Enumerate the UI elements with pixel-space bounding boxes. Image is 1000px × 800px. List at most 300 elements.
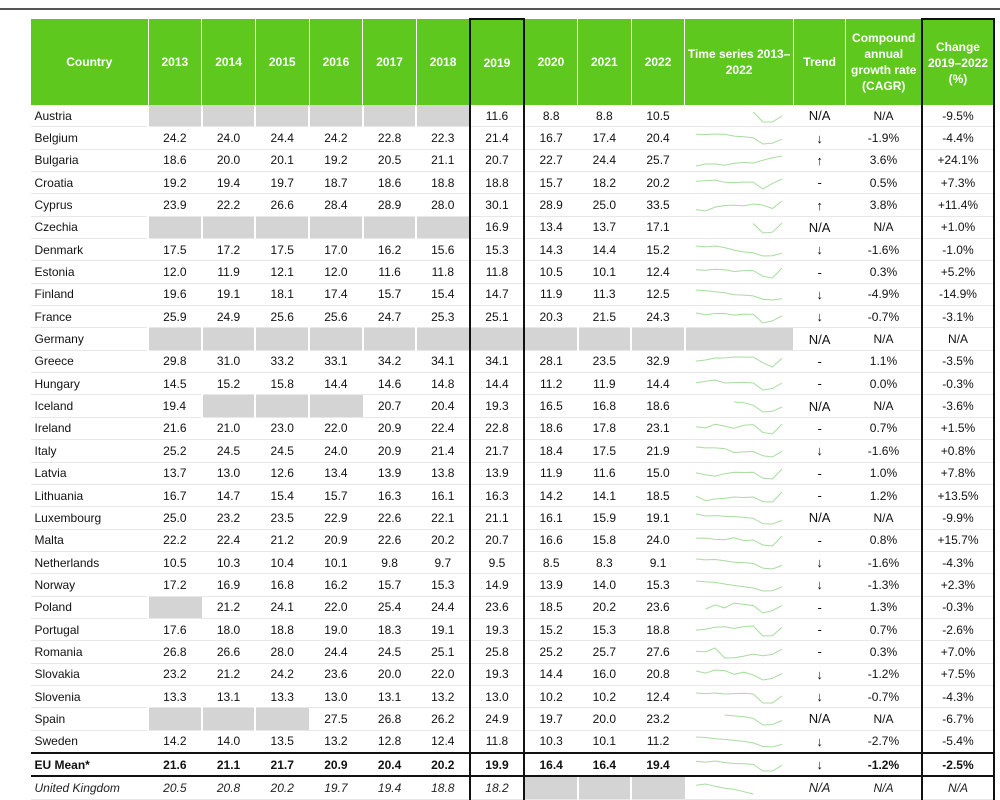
value-cell-2018 xyxy=(416,216,470,238)
country-cell: Iceland xyxy=(31,395,149,417)
country-cell: Finland xyxy=(31,283,149,305)
sparkline xyxy=(694,757,784,773)
table-row xyxy=(31,507,995,529)
header-year-2022: 2022 xyxy=(631,19,685,105)
table-row xyxy=(31,730,995,753)
value-cell-2018: 22.3 xyxy=(416,127,470,149)
time-series-cell xyxy=(685,328,793,350)
time-series-cell xyxy=(685,618,793,640)
table-row xyxy=(31,172,995,194)
value-cell-2016 xyxy=(309,395,363,417)
value-cell-2021: 11.6 xyxy=(578,462,632,484)
trend-cell: - xyxy=(793,261,846,283)
value-cell-2019: 34.1 xyxy=(470,350,524,372)
sparkline xyxy=(694,780,784,796)
value-cell-2021: 21.5 xyxy=(578,306,632,328)
value-cell-2014: 21.0 xyxy=(202,417,256,439)
value-cell-2022 xyxy=(631,776,685,799)
sparkline-path xyxy=(753,112,782,122)
country-cell: Ireland xyxy=(31,417,149,439)
trend-cell: - xyxy=(793,417,846,439)
value-cell-2014: 15.2 xyxy=(202,373,256,395)
table-row xyxy=(31,685,995,707)
table-row xyxy=(31,462,995,484)
time-series-cell xyxy=(685,776,793,799)
table-row xyxy=(31,350,995,372)
value-cell-2019 xyxy=(470,328,524,350)
trend-cell: ↓ xyxy=(793,574,846,596)
value-cell-2016: 23.6 xyxy=(309,663,363,685)
header-row xyxy=(31,19,995,105)
table-row xyxy=(31,395,995,417)
header-time-series: Time series 2013–2022 xyxy=(685,19,793,105)
value-cell-2018: 13.2 xyxy=(416,685,470,707)
country-cell: Poland xyxy=(31,596,149,618)
value-cell-2014: 16.9 xyxy=(202,574,256,596)
cagr-cell: 3.8% xyxy=(846,194,922,216)
value-cell-2019: 16.9 xyxy=(470,216,524,238)
value-cell-2022: 14.4 xyxy=(631,373,685,395)
trend-cell: - xyxy=(793,462,846,484)
value-cell-2013: 10.5 xyxy=(148,551,202,573)
value-cell-2019: 30.1 xyxy=(470,194,524,216)
change-cell: +7.5% xyxy=(922,663,994,685)
value-cell-2014: 21.2 xyxy=(202,663,256,685)
header-year-2019: 2019 xyxy=(470,19,524,105)
value-cell-2013 xyxy=(148,216,202,238)
value-cell-2021: 17.8 xyxy=(578,417,632,439)
value-cell-2013: 20.5 xyxy=(148,776,202,799)
trend-cell: ↓ xyxy=(793,663,846,685)
trend-cell: ↓ xyxy=(793,306,846,328)
trend-cell: ↓ xyxy=(793,440,846,462)
value-cell-2019: 13.0 xyxy=(470,685,524,707)
value-cell-2022: 12.4 xyxy=(631,261,685,283)
country-cell: Norway xyxy=(31,574,149,596)
value-cell-2015: 15.8 xyxy=(255,373,309,395)
value-cell-2018: 28.0 xyxy=(416,194,470,216)
time-series-cell xyxy=(685,127,793,149)
trend-cell: ↓ xyxy=(793,283,846,305)
value-cell-2015: 33.2 xyxy=(255,350,309,372)
time-series-cell xyxy=(685,596,793,618)
trend-cell: - xyxy=(793,172,846,194)
country-cell: Luxembourg xyxy=(31,507,149,529)
time-series-cell xyxy=(685,261,793,283)
value-cell-2016: 15.7 xyxy=(309,484,363,506)
time-series-cell xyxy=(685,395,793,417)
value-cell-2018: 20.2 xyxy=(416,753,470,776)
value-cell-2015: 10.4 xyxy=(255,551,309,573)
change-cell: -1.0% xyxy=(922,239,994,261)
value-cell-2020 xyxy=(524,328,578,350)
value-cell-2017: 22.6 xyxy=(363,507,417,529)
value-cell-2017: 13.1 xyxy=(363,685,417,707)
trend-cell: N/A xyxy=(793,507,846,529)
value-cell-2020: 28.9 xyxy=(524,194,578,216)
value-cell-2017 xyxy=(363,328,417,350)
value-cell-2013: 25.0 xyxy=(148,507,202,529)
value-cell-2014: 21.1 xyxy=(202,753,256,776)
value-cell-2017: 16.3 xyxy=(363,484,417,506)
value-cell-2013: 25.9 xyxy=(148,306,202,328)
value-cell-2016: 33.1 xyxy=(309,350,363,372)
value-cell-2022: 24.0 xyxy=(631,529,685,551)
value-cell-2014: 22.4 xyxy=(202,529,256,551)
cagr-cell: -2.7% xyxy=(846,730,922,753)
value-cell-2016: 12.0 xyxy=(309,261,363,283)
value-cell-2016: 17.0 xyxy=(309,239,363,261)
table-row xyxy=(31,306,995,328)
cut-header-strip xyxy=(0,0,1000,18)
sparkline-path xyxy=(696,581,782,591)
value-cell-2017: 20.9 xyxy=(363,417,417,439)
country-cell: Bulgaria xyxy=(31,149,149,171)
cagr-cell: -4.9% xyxy=(846,283,922,305)
value-cell-2021: 14.1 xyxy=(578,484,632,506)
country-cell: Romania xyxy=(31,641,149,663)
sparkline-path xyxy=(753,223,782,233)
value-cell-2019: 19.3 xyxy=(470,395,524,417)
value-cell-2021: 15.9 xyxy=(578,507,632,529)
sparkline xyxy=(694,510,784,526)
change-cell: +1.0% xyxy=(922,216,994,238)
value-cell-2021: 10.1 xyxy=(578,730,632,753)
value-cell-2019: 11.8 xyxy=(470,730,524,753)
value-cell-2015: 23.0 xyxy=(255,417,309,439)
cagr-cell: -0.7% xyxy=(846,306,922,328)
value-cell-2020: 14.4 xyxy=(524,663,578,685)
value-cell-2015: 24.2 xyxy=(255,663,309,685)
value-cell-2015: 21.2 xyxy=(255,529,309,551)
value-cell-2014: 24.5 xyxy=(202,440,256,462)
value-cell-2020 xyxy=(524,776,578,799)
change-cell: -3.6% xyxy=(922,395,994,417)
value-cell-2017: 20.0 xyxy=(363,663,417,685)
value-cell-2020: 20.3 xyxy=(524,306,578,328)
sparkline xyxy=(694,242,784,258)
value-cell-2020: 16.6 xyxy=(524,529,578,551)
time-series-cell xyxy=(685,529,793,551)
change-cell: -5.4% xyxy=(922,730,994,753)
cagr-cell: 3.6% xyxy=(846,149,922,171)
value-cell-2020: 10.5 xyxy=(524,261,578,283)
value-cell-2016: 13.0 xyxy=(309,685,363,707)
header-trend: Trend xyxy=(793,19,846,105)
value-cell-2017 xyxy=(363,216,417,238)
country-cell: Malta xyxy=(31,529,149,551)
value-cell-2018: 25.1 xyxy=(416,641,470,663)
trend-cell: - xyxy=(793,484,846,506)
value-cell-2016: 19.7 xyxy=(309,776,363,799)
value-cell-2017: 18.6 xyxy=(363,172,417,194)
sparkline-path xyxy=(696,246,782,256)
value-cell-2013 xyxy=(148,596,202,618)
value-cell-2022: 12.4 xyxy=(631,685,685,707)
value-cell-2022: 25.7 xyxy=(631,149,685,171)
sparkline-path xyxy=(696,737,782,747)
value-cell-2017: 20.4 xyxy=(363,753,417,776)
sparkline xyxy=(694,465,784,481)
value-cell-2016: 24.0 xyxy=(309,440,363,462)
value-cell-2021: 24.4 xyxy=(578,149,632,171)
value-cell-2018 xyxy=(416,328,470,350)
change-cell: +5.2% xyxy=(922,261,994,283)
value-cell-2013: 19.4 xyxy=(148,395,202,417)
value-cell-2021: 10.2 xyxy=(578,685,632,707)
country-cell: United Kingdom xyxy=(31,776,149,799)
value-cell-2020: 13.4 xyxy=(524,216,578,238)
value-cell-2017: 24.7 xyxy=(363,306,417,328)
change-cell: +7.8% xyxy=(922,462,994,484)
table-row xyxy=(31,417,995,439)
table-row xyxy=(31,216,995,238)
value-cell-2022: 21.9 xyxy=(631,440,685,462)
value-cell-2022: 15.3 xyxy=(631,574,685,596)
trend-cell: N/A xyxy=(793,216,846,238)
value-cell-2020: 8.5 xyxy=(524,551,578,573)
time-series-cell xyxy=(685,440,793,462)
sparkline xyxy=(694,309,784,325)
change-cell: +15.7% xyxy=(922,529,994,551)
time-series-cell xyxy=(685,239,793,261)
cagr-cell: -1.6% xyxy=(846,551,922,573)
time-series-cell xyxy=(685,708,793,730)
trend-cell: - xyxy=(793,641,846,663)
time-series-cell xyxy=(685,350,793,372)
value-cell-2021: 14.4 xyxy=(578,239,632,261)
cagr-cell: N/A xyxy=(846,507,922,529)
value-cell-2022: 19.1 xyxy=(631,507,685,529)
sparkline xyxy=(694,353,784,369)
trend-cell: ↓ xyxy=(793,551,846,573)
change-cell: -9.9% xyxy=(922,507,994,529)
value-cell-2017: 20.5 xyxy=(363,149,417,171)
value-cell-2017: 22.6 xyxy=(363,529,417,551)
value-cell-2022: 23.1 xyxy=(631,417,685,439)
sparkline-path xyxy=(696,492,782,502)
time-series-cell xyxy=(685,484,793,506)
value-cell-2018: 20.2 xyxy=(416,529,470,551)
header-year-2014: 2014 xyxy=(202,19,256,105)
value-cell-2014: 26.6 xyxy=(202,641,256,663)
sparkline xyxy=(694,443,784,459)
value-cell-2018: 18.8 xyxy=(416,172,470,194)
country-cell: Cyprus xyxy=(31,194,149,216)
table-row xyxy=(31,283,995,305)
value-cell-2019: 21.7 xyxy=(470,440,524,462)
trend-cell: - xyxy=(793,529,846,551)
value-cell-2015 xyxy=(255,328,309,350)
time-series-cell xyxy=(685,306,793,328)
cagr-cell: 0.7% xyxy=(846,618,922,640)
value-cell-2013 xyxy=(148,105,202,127)
sparkline xyxy=(694,197,784,213)
value-cell-2018: 26.2 xyxy=(416,708,470,730)
value-cell-2016: 10.1 xyxy=(309,551,363,573)
value-cell-2016: 18.7 xyxy=(309,172,363,194)
table-row xyxy=(31,127,995,149)
sparkline xyxy=(694,219,784,235)
header-year-2016: 2016 xyxy=(309,19,363,105)
country-cell: Netherlands xyxy=(31,551,149,573)
change-cell: -3.5% xyxy=(922,350,994,372)
change-cell: -4.3% xyxy=(922,685,994,707)
value-cell-2019: 18.2 xyxy=(470,776,524,799)
table-row xyxy=(31,708,995,730)
value-cell-2019: 20.7 xyxy=(470,529,524,551)
value-cell-2013: 18.6 xyxy=(148,149,202,171)
country-cell: Hungary xyxy=(31,373,149,395)
value-cell-2014: 18.0 xyxy=(202,618,256,640)
sparkline-path xyxy=(696,648,782,658)
value-cell-2017: 14.6 xyxy=(363,373,417,395)
value-cell-2013: 17.2 xyxy=(148,574,202,596)
change-cell: +1.5% xyxy=(922,417,994,439)
value-cell-2019: 16.3 xyxy=(470,484,524,506)
value-cell-2014: 19.1 xyxy=(202,283,256,305)
value-cell-2015: 20.2 xyxy=(255,776,309,799)
value-cell-2021: 20.0 xyxy=(578,708,632,730)
value-cell-2019: 9.5 xyxy=(470,551,524,573)
value-cell-2021: 15.3 xyxy=(578,618,632,640)
value-cell-2019: 19.3 xyxy=(470,618,524,640)
change-cell: N/A xyxy=(922,776,994,799)
cagr-cell: 1.2% xyxy=(846,484,922,506)
time-series-cell xyxy=(685,172,793,194)
cagr-cell: N/A xyxy=(846,776,922,799)
header-cagr: Compound annual growth rate (CAGR) xyxy=(846,19,922,105)
change-cell: -3.1% xyxy=(922,306,994,328)
value-cell-2022: 18.8 xyxy=(631,618,685,640)
value-cell-2015 xyxy=(255,105,309,127)
value-cell-2018: 24.4 xyxy=(416,596,470,618)
value-cell-2016 xyxy=(309,216,363,238)
value-cell-2021: 20.2 xyxy=(578,596,632,618)
value-cell-2017: 20.7 xyxy=(363,395,417,417)
value-cell-2017: 25.4 xyxy=(363,596,417,618)
value-cell-2017 xyxy=(363,105,417,127)
value-cell-2020: 18.4 xyxy=(524,440,578,462)
sparkline-path xyxy=(696,626,782,636)
value-cell-2022: 12.5 xyxy=(631,283,685,305)
value-cell-2016: 14.4 xyxy=(309,373,363,395)
value-cell-2013: 22.2 xyxy=(148,529,202,551)
value-cell-2021 xyxy=(578,328,632,350)
table-row xyxy=(31,574,995,596)
value-cell-2013: 14.2 xyxy=(148,730,202,753)
value-cell-2019: 19.3 xyxy=(470,663,524,685)
sparkline-path xyxy=(696,268,782,278)
time-series-cell xyxy=(685,507,793,529)
header-year-2021: 2021 xyxy=(578,19,632,105)
sparkline xyxy=(694,130,784,146)
value-cell-2019: 25.8 xyxy=(470,641,524,663)
value-cell-2016: 20.9 xyxy=(309,529,363,551)
sparkline xyxy=(694,689,784,705)
value-cell-2013: 13.3 xyxy=(148,685,202,707)
time-series-cell xyxy=(685,216,793,238)
sparkline-path xyxy=(696,313,782,323)
value-cell-2014: 13.1 xyxy=(202,685,256,707)
table-row xyxy=(31,328,995,350)
value-cell-2019: 23.6 xyxy=(470,596,524,618)
value-cell-2022: 18.6 xyxy=(631,395,685,417)
table-row xyxy=(31,663,995,685)
value-cell-2022: 18.5 xyxy=(631,484,685,506)
value-cell-2013: 29.8 xyxy=(148,350,202,372)
value-cell-2021: 23.5 xyxy=(578,350,632,372)
value-cell-2013: 17.6 xyxy=(148,618,202,640)
value-cell-2021: 25.0 xyxy=(578,194,632,216)
value-cell-2021: 16.4 xyxy=(578,753,632,776)
value-cell-2022: 20.2 xyxy=(631,172,685,194)
table-row xyxy=(31,484,995,506)
table-row xyxy=(31,261,995,283)
value-cell-2014: 21.2 xyxy=(202,596,256,618)
country-cell: Lithuania xyxy=(31,484,149,506)
change-cell: -14.9% xyxy=(922,283,994,305)
trend-cell: ↓ xyxy=(793,753,846,776)
value-cell-2015: 12.6 xyxy=(255,462,309,484)
value-cell-2014: 24.9 xyxy=(202,306,256,328)
country-cell: Greece xyxy=(31,350,149,372)
trend-cell: - xyxy=(793,350,846,372)
value-cell-2018: 11.8 xyxy=(416,261,470,283)
value-cell-2020: 10.2 xyxy=(524,685,578,707)
cagr-cell: N/A xyxy=(846,216,922,238)
country-cell: Denmark xyxy=(31,239,149,261)
value-cell-2018: 22.1 xyxy=(416,507,470,529)
sparkline xyxy=(694,264,784,280)
value-cell-2014 xyxy=(202,395,256,417)
value-cell-2022: 20.4 xyxy=(631,127,685,149)
country-cell: Austria xyxy=(31,105,149,127)
sparkline-path xyxy=(696,179,782,189)
sparkline-path xyxy=(696,201,782,211)
value-cell-2015: 28.0 xyxy=(255,641,309,663)
cagr-cell: 0.3% xyxy=(846,261,922,283)
value-cell-2020: 18.6 xyxy=(524,417,578,439)
sparkline-path xyxy=(696,784,753,794)
value-cell-2022 xyxy=(631,328,685,350)
value-cell-2014: 19.4 xyxy=(202,172,256,194)
sparkline-path xyxy=(696,761,782,771)
sparkline-path xyxy=(696,559,782,569)
cagr-cell: -1.2% xyxy=(846,753,922,776)
value-cell-2017: 28.9 xyxy=(363,194,417,216)
cagr-cell: N/A xyxy=(846,105,922,127)
value-cell-2018: 14.8 xyxy=(416,373,470,395)
sparkline xyxy=(694,420,784,436)
header-year-2013: 2013 xyxy=(148,19,202,105)
value-cell-2020: 14.3 xyxy=(524,239,578,261)
value-cell-2020: 15.2 xyxy=(524,618,578,640)
time-series-cell xyxy=(685,574,793,596)
value-cell-2020: 18.5 xyxy=(524,596,578,618)
value-cell-2019: 20.7 xyxy=(470,149,524,171)
trend-cell: ↓ xyxy=(793,730,846,753)
sparkline xyxy=(694,108,784,124)
value-cell-2020: 15.7 xyxy=(524,172,578,194)
value-cell-2019: 21.4 xyxy=(470,127,524,149)
value-cell-2022: 24.3 xyxy=(631,306,685,328)
value-cell-2022: 23.6 xyxy=(631,596,685,618)
country-cell: Portugal xyxy=(31,618,149,640)
value-cell-2022: 10.5 xyxy=(631,105,685,127)
value-cell-2020: 22.7 xyxy=(524,149,578,171)
value-cell-2013: 19.6 xyxy=(148,283,202,305)
